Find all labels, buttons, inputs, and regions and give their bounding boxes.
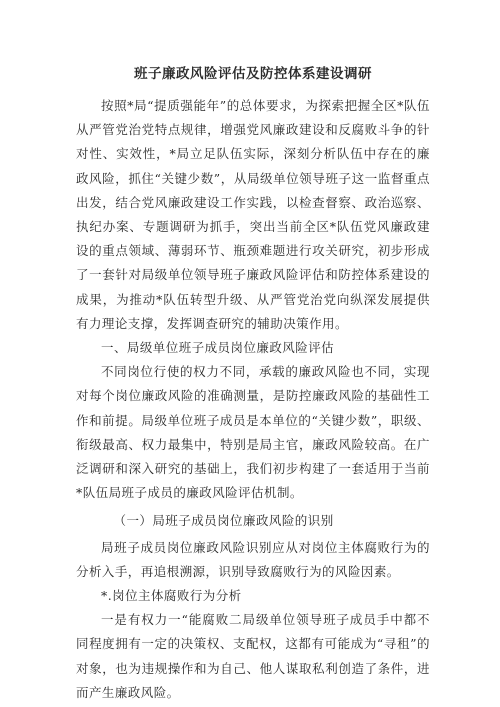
intro-paragraph: 按照*局“提质强能年”的总体要求，为探索把握全区*队伍从严管党治党特点规律，增强党风廉政建设和反腐败斗争的针对性、实效性，*局立足队伍实际，深刻分析队伍中存在的廉政风险，抓住“关键少数”，从局级单位领导班子这一监督重点出发，结合党风廉政建设工作实践，以检查督察、政治巡察、执纪办案、专题调研为抓手，突出当前全区*队伍党风廉政建设的重点领域、薄弱环节、瓶颈难题进行攻关研究，初步形成了一套针对局级单位领导班子廉政风险评估和防控体系建设的成果，为推动*队伍转型升级、从严管党治党向纵深发展提供有力理论支撑，发挥调查研究的辅助决策作用。 (76, 98, 430, 331)
section-paragraph: 不同岗位行使的权力不同，承载的廉政风险也不同，实现对每个岗位廉政风险的准确测量，是防控廉政风险的基础性工作和前提。局级单位班子成员是本单位的“关键少数”，职级、衔级最高、权力最集中，特别是局主官，廉政风险较高。在广泛调研和深入研究的基础上，我们初步构建了一套适用于当前*队伍局班子成员的廉政风险评估机制。 (76, 364, 430, 501)
subsection-paragraph: 局班子成员岗位廉政风险识别应从对岗位主体腐败行为的分析入手，再追根溯源，识别导致腐败行为的风险因素。 (76, 539, 430, 579)
document-title: 班子廉政风险评估及防控体系建设调研 (134, 66, 372, 82)
item-heading: *.岗位主体腐败行为分析 (101, 588, 242, 604)
section-heading: 一、局级单位班子成员岗位廉政风险评估 (101, 340, 335, 356)
item-paragraph: 一是有权力一“能腐败二局级单位领导班子成员手中都不同程度拥有一定的决策权、支配权，这都有可能成为“寻租”的对象，也为违规操作和为自己、他人谋取私利创造了条件，进而产生廉政风险。 (76, 612, 430, 700)
subsection-heading: （一）局班子成员岗位廉政风险的识别 (113, 513, 334, 529)
